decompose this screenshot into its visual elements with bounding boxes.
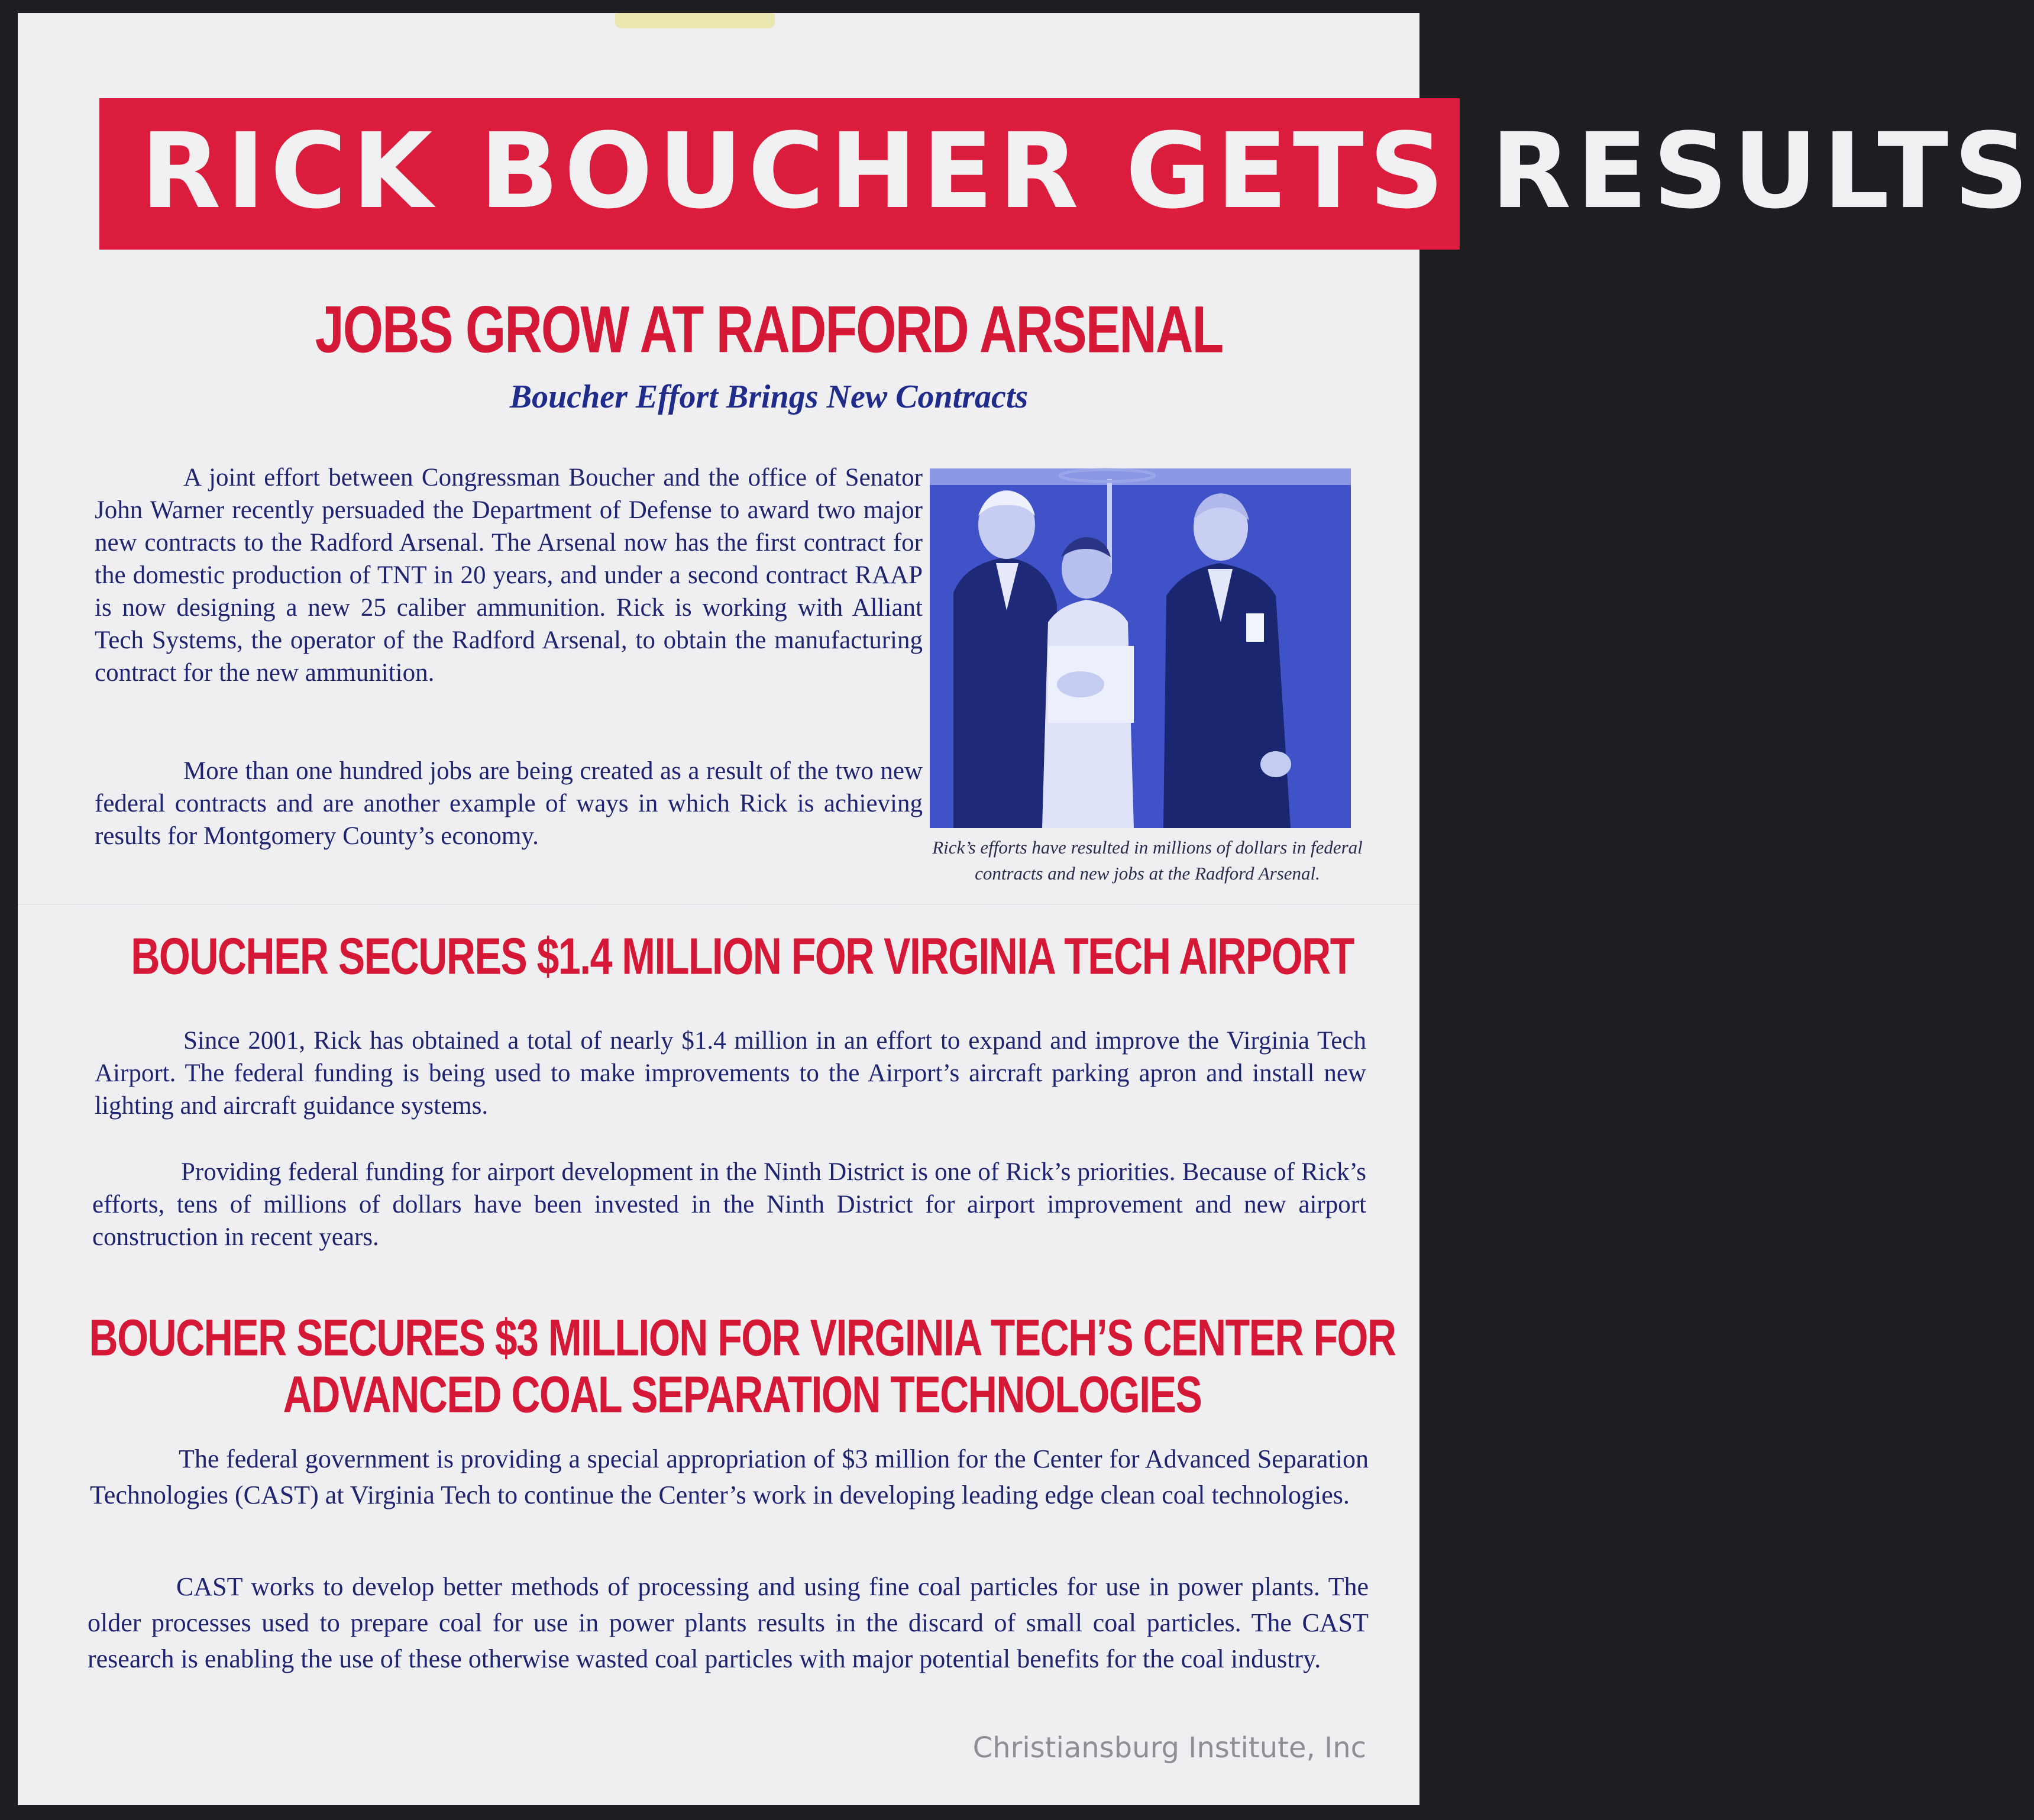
article1-paragraph-2: More than one hundred jobs are being created as a result of the two new federal contracts and are another example of ways in which Rick is achieving results for Montgomery County’s economy.: [95, 757, 923, 850]
banner-title: RICK BOUCHER GETS RESULTS: [141, 111, 2034, 232]
flyer-page: [18, 13, 2034, 1805]
article3-headline-line1: BOUCHER SECURES $3 MILLION FOR VIRGINIA TECH’S CENTER FOR: [89, 1309, 1396, 1367]
article2-headline: BOUCHER SECURES $1.4 MILLION FOR VIRGINIA TECH AIRPORT: [131, 927, 1354, 985]
title-banner: [99, 98, 2034, 250]
watermark: Christiansburg Institute, Inc: [972, 1731, 1366, 1764]
photo-illustration: [930, 468, 1351, 828]
article1-paragraph-1: A joint effort between Congressman Boucher and the office of Senator John Warner recently persuaded the Department of Defense to award two major new contracts to the Radford Arsenal. The Arsenal now has the first contract for the domestic production of TNT in 20 years, and under a second contract RAAP is now designing a new 25 caliber ammunition. Rick is working with Alliant Tech Systems, the operator of the Radford Arsenal, to obtain the manufacturing contract for the new ammunition.: [95, 464, 923, 687]
article2-paragraph-1: Since 2001, Rick has obtained a total of nearly $1.4 million in an effort to expand and improve the Virginia Tech Airport. The federal funding is being used to make improvements to the Airport’s aircraft parking apron and install new lighting and aircraft guidance systems.: [95, 1027, 1366, 1120]
tape: [615, 13, 775, 28]
fold-line: [18, 904, 1419, 906]
article3-headline-line2: ADVANCED COAL SEPARATION TECHNOLOGIES: [283, 1366, 1202, 1424]
article1-headline: JOBS GROW AT RADFORD ARSENAL: [315, 292, 1223, 367]
article2-paragraph-2: Providing federal funding for airport development in the Ninth District is one of Rick’s priorities. Because of Rick’s efforts, tens of millions of dollars have been invested in the Ninth District for airport improvement and new airport construction in recent years.: [92, 1158, 1366, 1251]
article3-paragraph-1: The federal government is providing a special appropriation of $3 million for the Center for Advanced Separation Technologies (CAST) at Virginia Tech to continue the Center’s work in developing leading edge clean coal technologies.: [90, 1444, 1369, 1509]
article3-paragraph-2: CAST works to develop better methods of processing and using fine coal particles for use in power plants. The older processes used to prepare coal for use in power plants results in the discard of small coal particles. The CAST research is enabling the use of these otherwise wasted coal particles with major potential benefits for the coal industry.: [88, 1572, 1369, 1673]
article1-subhead: Boucher Effort Brings New Contracts: [509, 379, 1029, 415]
radford-arsenal-photo: [930, 468, 1351, 828]
photo-caption: Rick’s efforts have resulted in millions of dollars in federal contracts and new jobs at the Radford Arsenal.: [932, 837, 1363, 884]
